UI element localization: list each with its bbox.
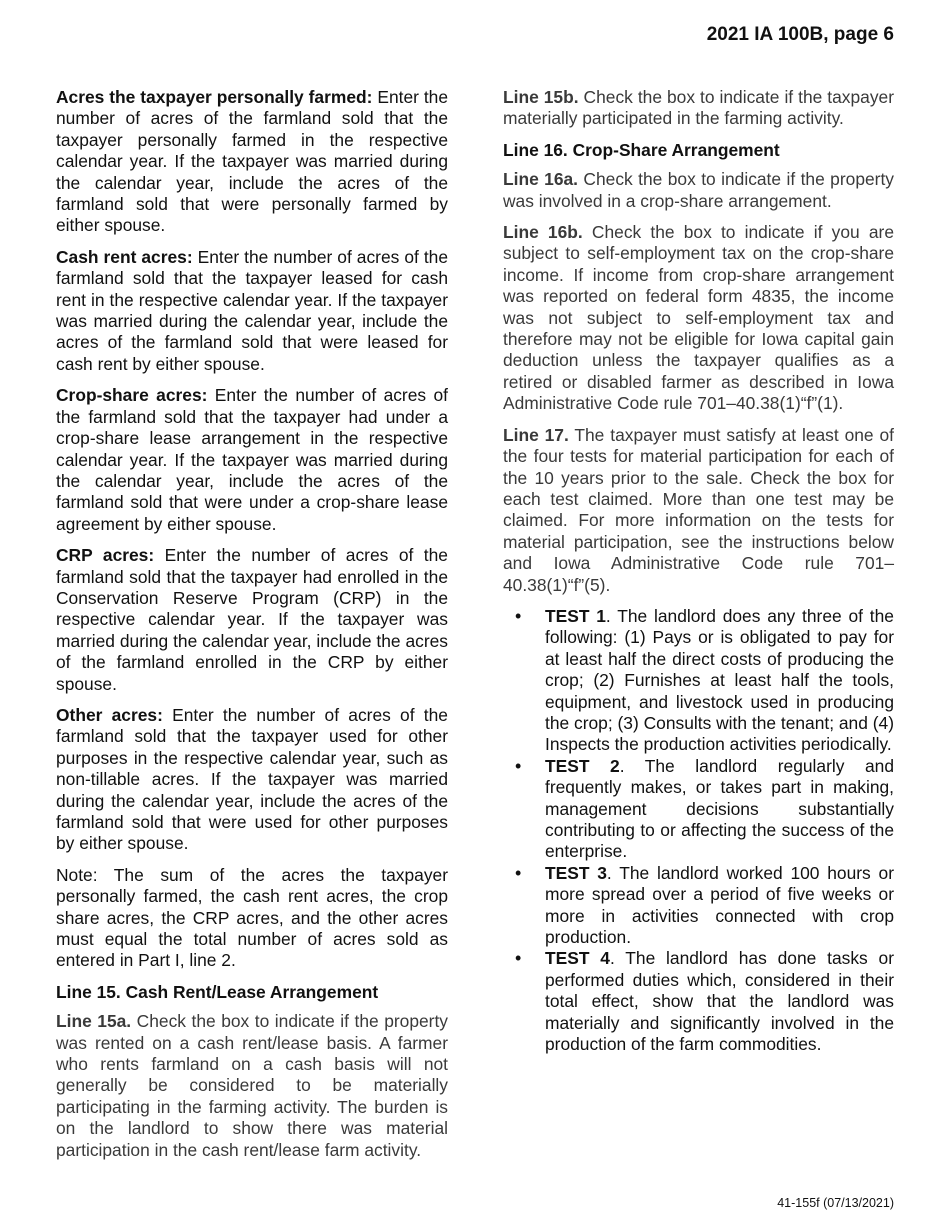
- test-label: TEST 4: [545, 948, 610, 969]
- term: Crop-share acres:: [56, 385, 208, 406]
- paragraph-cash-rent-acres: [56, 247, 448, 375]
- term: Line 15a.: [56, 1011, 132, 1032]
- text: The taxpayer must satisfy at least one of the four tests for material participation for each of the 10 years prior to the sale. Check the box for each test claimed. More than one test may be claimed. For more information on the tests for material participation, see the instructions below and Iowa Administrative Code rule 701–40.38(1)“f”(5).: [503, 424, 894, 595]
- paragraph-line-16b: [503, 222, 894, 415]
- paragraph-line-17: [503, 425, 894, 596]
- paragraph-note: Note: The sum of the acres the taxpayer personally farmed, the cash rent acres, the crop share acres, the CRP acres, and the other acres must equal the total number of acres sold as entered in Part I, line 2.: [56, 864, 448, 971]
- term: Line 16a.: [503, 169, 579, 190]
- heading-line-16: Line 16. Crop-Share Arrangement: [503, 139, 780, 160]
- paragraph-crop-share-acres: [56, 385, 448, 535]
- list-item-test-2: [503, 756, 894, 863]
- paragraph-line-15b: [503, 87, 894, 130]
- text: Enter the number of acres of the farmland sold that the taxpayer personally farmed in the respective calendar year. If the taxpayer was married during the calendar year, include the acres of the farmland sold that were personally farmed by either spouse.: [56, 87, 448, 236]
- test-label: TEST 1: [545, 605, 606, 626]
- page-header: 2021 IA 100B, page 6: [706, 24, 894, 45]
- tests-list: [503, 606, 894, 1056]
- text: Check the box to indicate if you are subject to self-employment tax on the crop-share income. If income from crop-share arrangement was reported on federal form 4835, the income was not subject to self-employment tax and therefore may not be eligible for Iowa capital gain deduction unless the taxpayer qualifies as a retired or disabled farmer as described in Iowa Administrative Code rule 701–40.38(1)“f”(1).: [503, 222, 894, 414]
- paragraph-personally-farmed: [56, 87, 448, 237]
- term: Line 17.: [503, 424, 569, 445]
- term: Cash rent acres:: [56, 246, 193, 267]
- term: Line 16b.: [503, 222, 583, 243]
- test-text: . The landlord regularly and frequently makes, or takes part in making, management decisions substantially contributing to or affecting the success of the enterprise.: [545, 755, 894, 862]
- heading-line-15: Line 15. Cash Rent/Lease Arrangement: [56, 981, 379, 1002]
- text: Check the box to indicate if the taxpayer materially participated in the farming activity.: [503, 87, 894, 129]
- term: Acres the taxpayer personally farmed:: [56, 87, 373, 107]
- text: Enter the number of acres of the farmland sold that the taxpayer used for other purposes in the respective calendar year, such as non-tillable acres. If the taxpayer was married during the calendar year, include the acres of the farmland sold that were used for other purposes by either spouse.: [56, 704, 448, 854]
- text: Check the box to indicate if the property was rented on a cash rent/lease basis. A farmer who rents farmland on a cash basis will not generally be considered to be materially participating in the farming activity. The burden is on the landlord to show there was material participation in the cash rent/lease farm activity.: [56, 1011, 448, 1160]
- test-text: . The landlord has done tasks or performed duties which, considered in their total effect, show that the landlord was materially and significantly involved in the production of the farm commodities.: [545, 948, 894, 1055]
- text: Check the box to indicate if the property was involved in a crop-share arrangement.: [503, 169, 894, 211]
- list-item-test-3: [503, 863, 894, 949]
- term: CRP acres:: [56, 545, 155, 566]
- test-label: TEST 3: [545, 862, 607, 883]
- list-item-test-1: [503, 606, 894, 756]
- list-item-test-4: [503, 948, 894, 1055]
- text: Enter the number of acres of the farmland sold that the taxpayer had enrolled in the Conservation Reserve Program (CRP) in the respective calendar year. If the taxpayer was married during the calendar year, include the acres of the farmland enrolled in the CRP by either spouse.: [56, 545, 448, 694]
- form-id-footer: 41-155f (07/13/2021): [777, 1196, 894, 1210]
- text: Enter the number of acres of the farmland sold that the taxpayer had under a crop-share lease arrangement in the respective calendar year. If the taxpayer was married during the calendar year, include the acres of the farmland sold that were under a crop-share lease agreement by either spouse.: [56, 385, 448, 534]
- term: Other acres:: [56, 704, 163, 725]
- text: Enter the number of acres of the farmland sold that the taxpayer leased for cash rent in the respective calendar year. If the taxpayer was married during the calendar year, include the acres of the farmland sold that were leased for cash rent by either spouse.: [56, 246, 448, 374]
- test-text: . The landlord does any three of the following: (1) Pays or is obligated to pay for at least half the direct costs of producing the crop; (2) Furnishes at least half the tools, equipment, and livestock used in producing the crop; (3) Consults with the tenant; and (4) Inspects the production activities periodically.: [545, 605, 894, 755]
- paragraph-other-acres: [56, 705, 448, 855]
- test-label: TEST 2: [545, 755, 620, 776]
- term: Line 15b.: [503, 87, 579, 107]
- test-text: . The landlord worked 100 hours or more spread over a period of five weeks or more in activities connected with crop production.: [545, 862, 894, 948]
- left-column: [56, 87, 448, 1171]
- right-column: [503, 87, 894, 1055]
- paragraph-line-15a: [56, 1011, 448, 1161]
- paragraph-line-16a: [503, 169, 894, 212]
- paragraph-crp-acres: [56, 545, 448, 695]
